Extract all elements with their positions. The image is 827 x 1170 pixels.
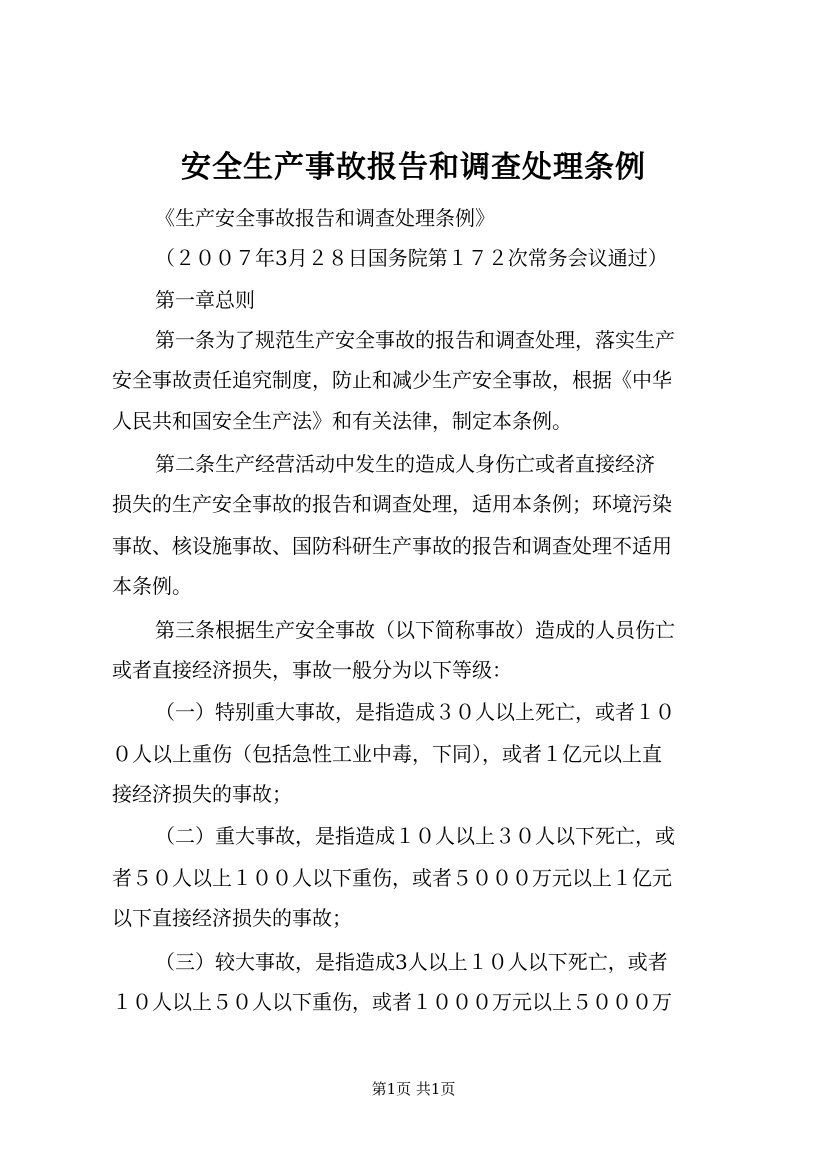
text-line: 以下直接经济损失的事故； <box>112 906 352 930</box>
text-line: 事故、核设施事故、国防科研生产事故的报告和调查处理不适用 <box>112 534 672 558</box>
text-line: 或者直接经济损失，事故一般分为以下等级： <box>112 658 512 682</box>
text-line: 第一条为了规范生产安全事故的报告和调查处理，落实生产 <box>155 328 675 352</box>
text-line: 接经济损失的事故； <box>112 782 292 806</box>
text-line: 人民共和国安全生产法》和有关法律，制定本条例。 <box>112 409 572 433</box>
text-line: 损失的生产安全事故的报告和调查处理，适用本条例；环境污染 <box>112 492 672 516</box>
text-line: （二）重大事故，是指造成１０人以上３０人以下死亡，或 <box>155 824 675 848</box>
text-line: １０人以上５０人以下重伤，或者１０００万元以上５０００万 <box>112 990 672 1014</box>
text-line: 《生产安全事故报告和调查处理条例》 <box>155 206 495 230</box>
text-line: 者５０人以上１００人以下重伤，或者５０００万元以上１亿元 <box>112 866 672 890</box>
text-line: 安全事故责任追究制度，防止和减少生产安全事故，根据《中华 <box>112 368 672 392</box>
text-line: （２００７年3月２８日国务院第１７２次常务会议通过） <box>155 246 668 270</box>
text-line: （三）较大事故，是指造成3人以上１０人以下死亡，或者 <box>155 950 668 974</box>
chapter-heading: 第一章总则 <box>155 288 255 312</box>
document-title: 安全生产事故报告和调查处理条例 <box>181 150 646 185</box>
text-line: （一）特别重大事故，是指造成３０人以上死亡，或者１０ <box>155 700 675 724</box>
text-line: 本条例。 <box>112 574 192 598</box>
text-line: ０人以上重伤（包括急性工业中毒，下同），或者１亿元以上直 <box>112 742 662 766</box>
text-line: 第三条根据生产安全事故（以下简称事故）造成的人员伤亡 <box>155 618 675 642</box>
text-line: 第二条生产经营活动中发生的造成人身伤亡或者直接经济 <box>155 452 655 476</box>
page-footer: 第1页 共1页 <box>371 1080 456 1098</box>
